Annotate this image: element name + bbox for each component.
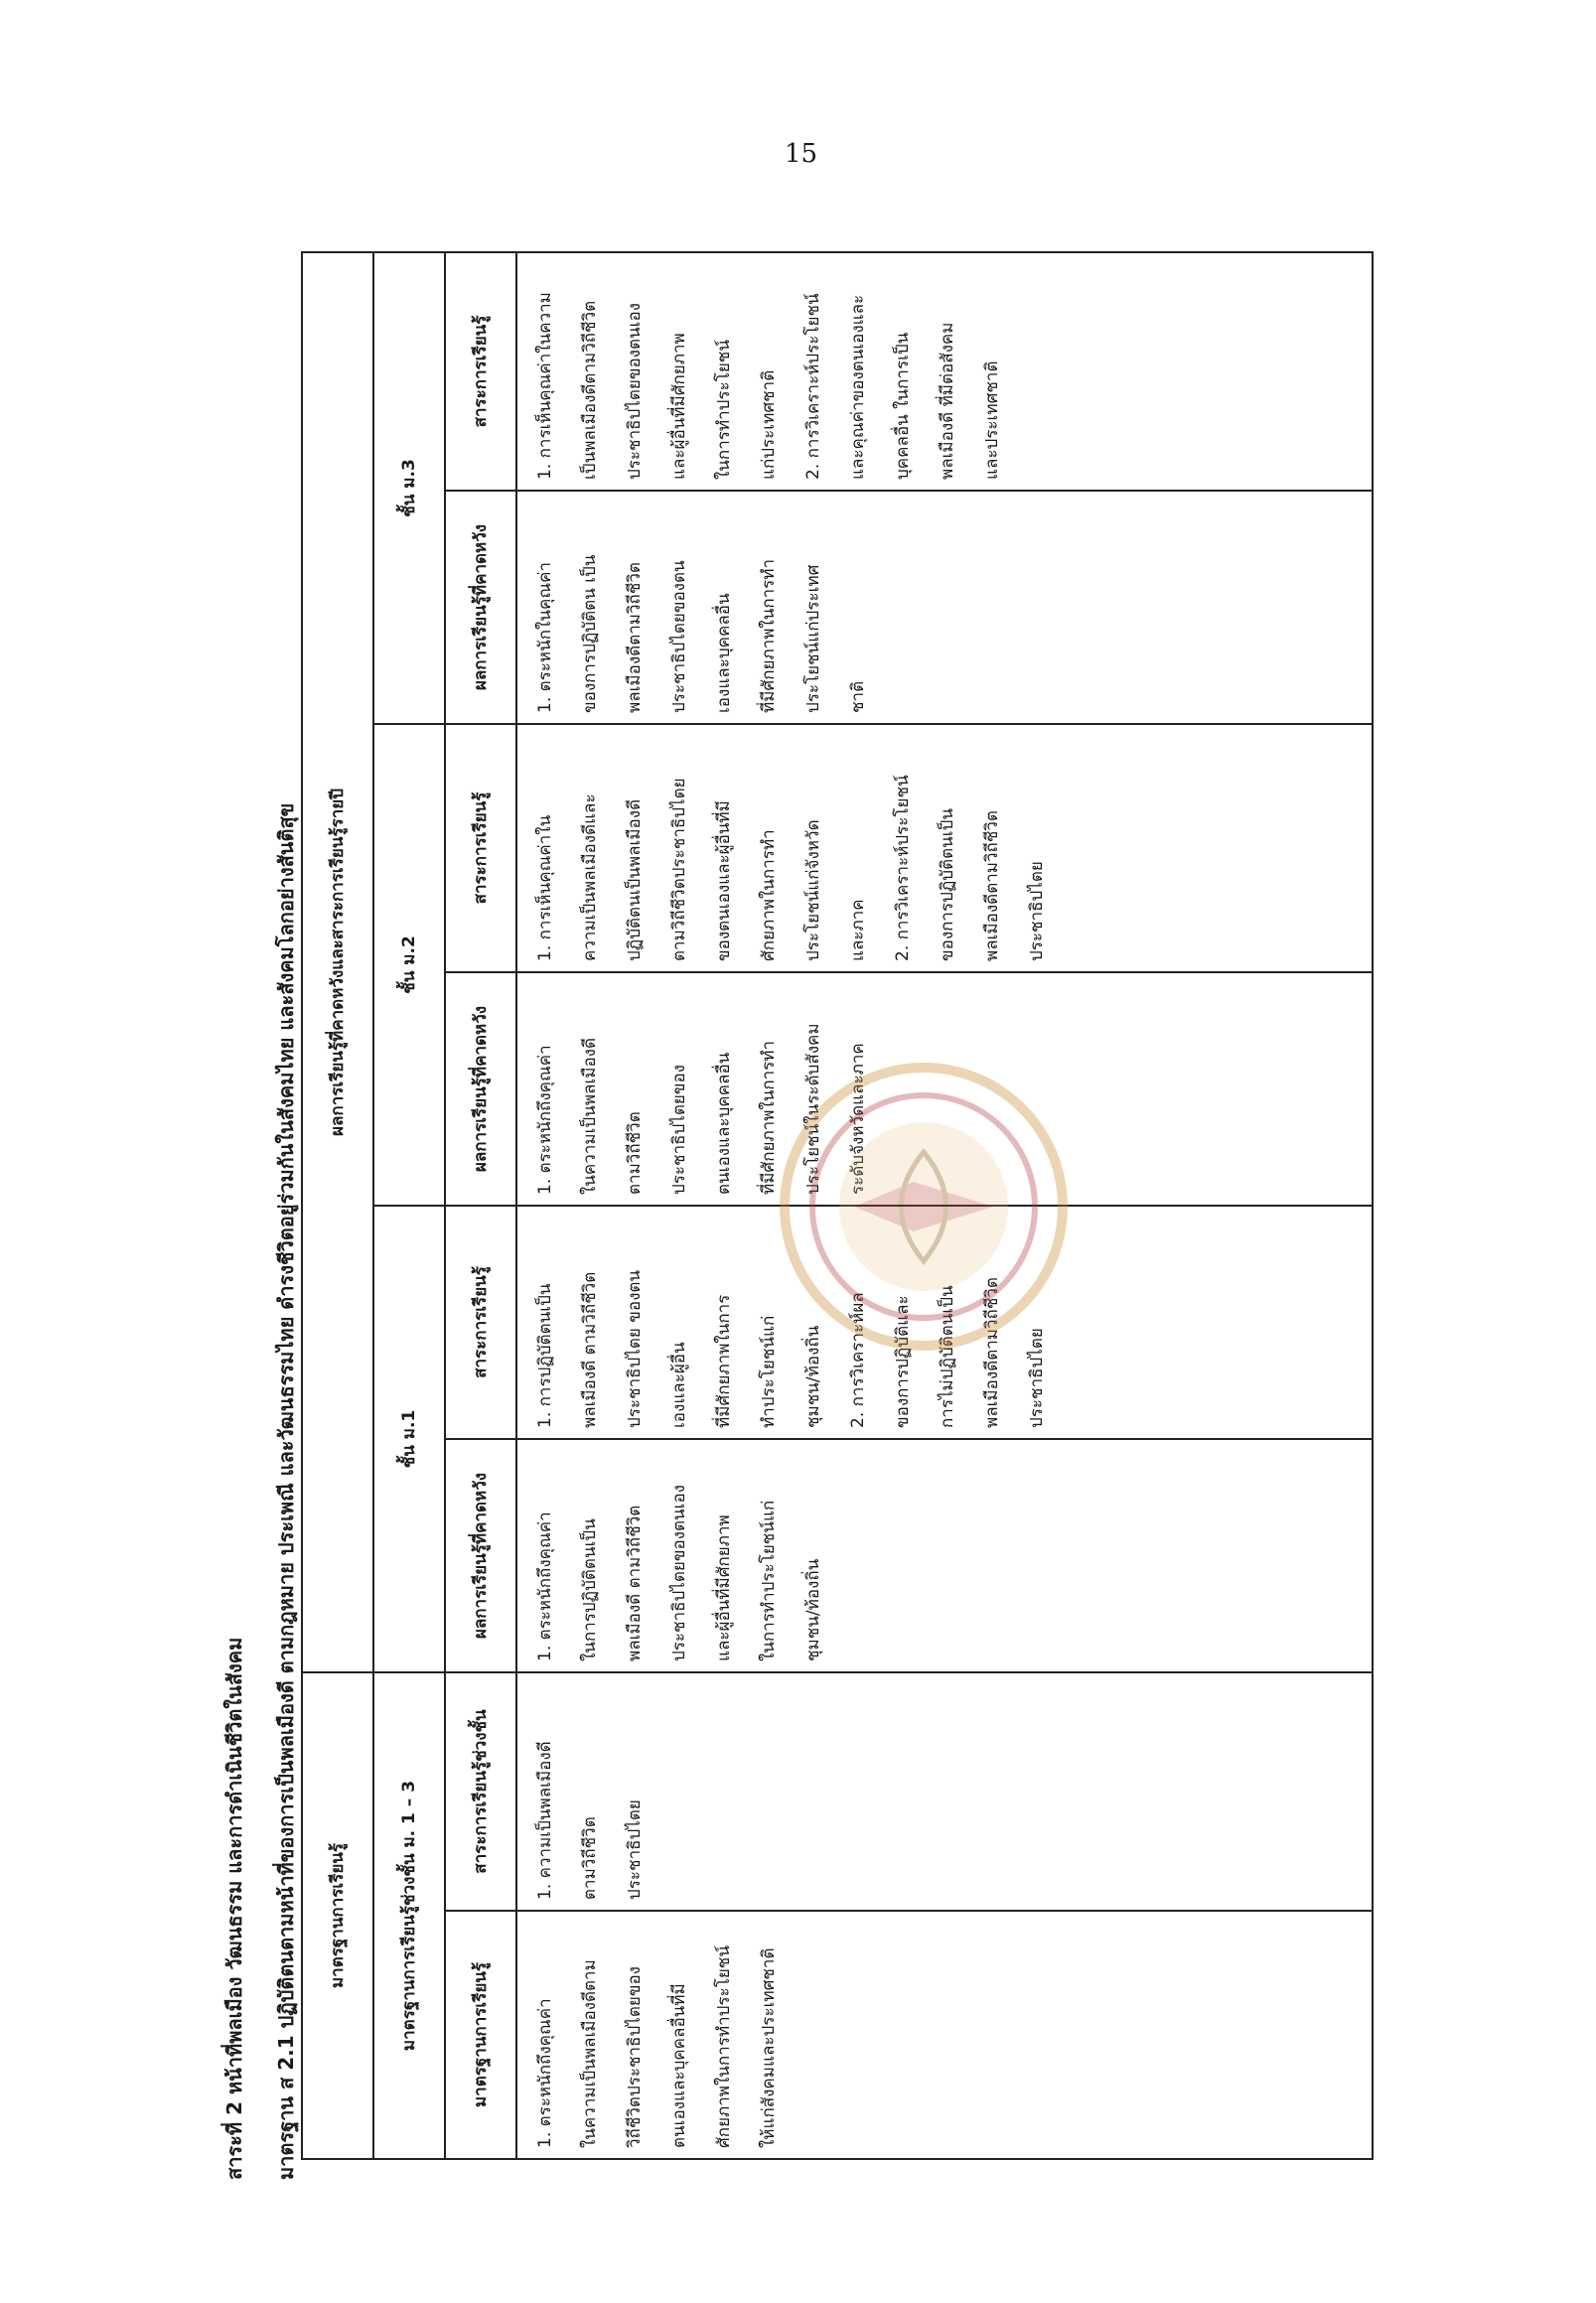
page-number: 15 xyxy=(785,139,818,169)
grade-range-header: มาตรฐานการเรียนรู้ช่วงชั้น ม. 1 – 3 xyxy=(373,1672,445,2159)
strand-heading: สาระที่ 2 หน้าที่พลเมือง วัฒนธรรม และการดำเนินชีวิตในสังคม xyxy=(222,1637,246,2180)
rotated-page-content xyxy=(179,253,1569,2220)
standard-heading: มาตรฐาน ส 2.1 ปฏิบัติตนตามหน้าที่ของการเป็นพลเมืองดี ตามกฎหมาย ประเพณี และวัฒนธรรมไทย ดำรงชีวิตอยู่ร่วมกันในสังคมไทย และสังคมโลกอย่างสันติสุข xyxy=(274,802,298,2180)
column-header-content-m1: สาระการเรียนรู้ xyxy=(445,1206,516,1439)
grade-header-m2: ชั้น ม.2 xyxy=(373,724,445,1206)
column-header-outcome-m3: ผลการเรียนรู้ที่คาดหวัง xyxy=(445,491,516,724)
column-header-standard: มาตรฐานการเรียนรู้ xyxy=(445,1911,516,2159)
cell-standard: 1. ตระหนักถึงคุณค่า ในความเป็นพลเมืองดีตาม วิถีชีวิตประชาธิปไตยของ ตนเองและบุคคลอื่นที่มี ศักยภาพในการทำประโยชน์ ให้แก่สังคมและประเทศชาติ xyxy=(516,1911,1373,2159)
curriculum-table xyxy=(301,251,1374,2160)
table-row xyxy=(516,252,1373,2159)
cell-content-range: 1. ความเป็นพลเมืองดี ตามวิถีชีวิต ประชาธิปไตย xyxy=(516,1672,1373,1911)
column-header-content-m2: สาระการเรียนรู้ xyxy=(445,724,516,972)
cell-outcome-m3: 1. ตระหนักในคุณค่า ของการปฏิบัติตน เป็น พลเมืองดีตามวิถีชีวิต ประชาธิปไตยของตน เองและบุคคลอื่น ที่มีศักยภาพในการทำ ประโยชน์แก่ประเทศ ชาติ xyxy=(516,491,1373,724)
column-header-outcome-m1: ผลการเรียนรู้ที่คาดหวัง xyxy=(445,1439,516,1672)
cell-content-m3: 1. การเห็นคุณค่าในความ เป็นพลเมืองดีตามวิถีชีวิต ประชาธิปไตยของตนเอง และผู้อื่นที่มีศักยภาพ ในการทำประโยชน์ แก่ประเทศชาติ 2. การวิเคราะห์ประโยชน์ และคุณค่าของตนเองและ บุคคลอื่น ในการเป็น พลเมืองดี ที่มีต่อสังคม และประเทศชาติ xyxy=(516,252,1373,491)
cell-content-m1: 1. การปฏิบัติตนเป็น พลเมืองดี ตามวิถีชีวิต ประชาธิปไตย ของตน เองและผู้อื่น ที่มีศักยภาพในการ ทำประโยชน์แก่ ชุมชน/ท้องถิ่น 2. การวิเคราะห์ผล ของการปฏิบัติและ การไม่ปฏิบัติตนเป็น พลเมืองดีตามวิถีชีวิต ประชาธิปไตย xyxy=(516,1206,1373,1439)
column-header-outcome-m2: ผลการเรียนรู้ที่คาดหวัง xyxy=(445,972,516,1206)
grade-header-m1: ชั้น ม.1 xyxy=(373,1206,445,1672)
column-header-content-m3: สาระการเรียนรู้ xyxy=(445,252,516,491)
cell-outcome-m2: 1. ตระหนักถึงคุณค่า ในความเป็นพลเมืองดี ตามวิถีชีวิต ประชาธิปไตยของ ตนเองและบุคคลอื่น ที่มีศักยภาพในการทำ ประโยชน์ในระดับสังคม ระดับจังหวัดและภาค xyxy=(516,972,1373,1206)
grade-header-m3: ชั้น ม.3 xyxy=(373,252,445,724)
cell-content-m2: 1. การเห็นคุณค่าใน ความเป็นพลเมืองดีและ ปฏิบัติตนเป็นพลเมืองดี ตามวิถีชีวิตประชาธิปไตย ของตนเองและผู้อื่นที่มี ศักยภาพในการทำ ประโยชน์แก่จังหวัด และภาค 2. การวิเคราะห์ประโยชน์ ของการปฏิบัติตนเป็น พลเมืองดีตามวิถีชีวิต ประชาธิปไตย xyxy=(516,724,1373,972)
group-header-outcomes: ผลการเรียนรู้ที่คาดหวังและสาระการเรียนรู้รายปี xyxy=(302,252,373,1672)
column-header-content-range: สาระการเรียนรู้ช่วงชั้น xyxy=(445,1672,516,1911)
cell-outcome-m1: 1. ตระหนักถึงคุณค่า ในการปฏิบัติตนเป็น พลเมืองดี ตามวิถีชีวิต ประชาธิปไตยของตนเอง และผู้อื่นที่มีศักยภาพ ในการทำประโยชน์แก่ ชุมชน/ท้องถิ่น xyxy=(516,1439,1373,1672)
group-header-standard: มาตรฐานการเรียนรู้ xyxy=(302,1672,373,2159)
